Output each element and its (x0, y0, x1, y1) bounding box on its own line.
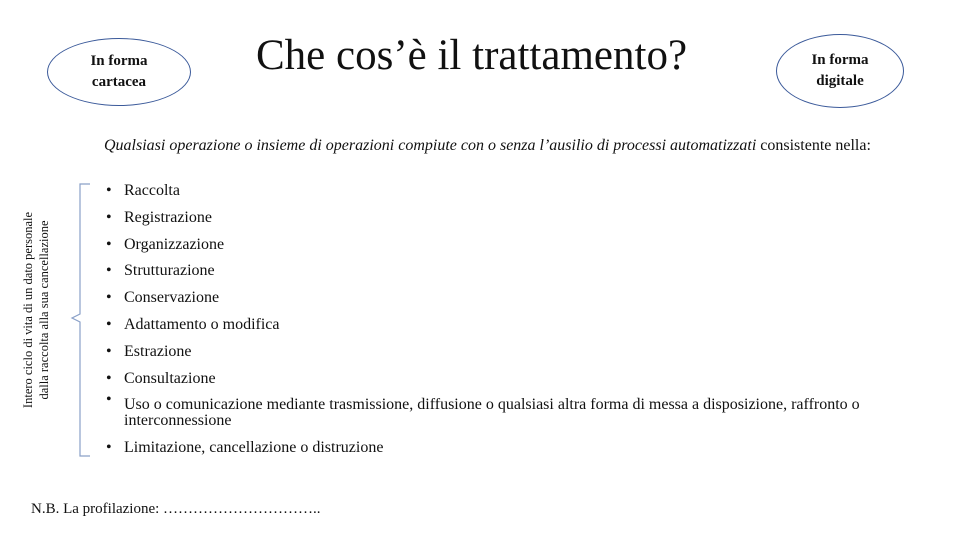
page-title: Che cos’è il trattamento? (256, 32, 688, 79)
list-item (104, 339, 916, 366)
paper-form-bubble (47, 38, 191, 106)
list-item (104, 392, 916, 434)
list-item (104, 312, 916, 339)
list-item-final (104, 435, 916, 461)
operations-list (104, 178, 916, 434)
list-item-label: Conservazione (124, 289, 220, 307)
bubble-right-line2: digitale (816, 73, 864, 89)
bullet-icon: • (106, 369, 112, 387)
bullet-icon: • (106, 182, 112, 199)
digital-form-bubble (776, 34, 904, 108)
bubble-right-line1: In forma (811, 52, 869, 68)
left-brace (62, 180, 92, 460)
list-item-label: Consultazione (124, 369, 216, 387)
definition-italic: Qualsiasi operazione o insieme di operazioni compiute con o senza l’ausilio di processi automatizzati (104, 137, 757, 154)
side-label (16, 170, 56, 450)
list-item-label: Strutturazione (124, 262, 215, 280)
list-item-label: Raccolta (124, 182, 180, 199)
definition-normal: consistente nella: (756, 137, 871, 154)
bullet-icon: • (106, 439, 112, 456)
list-item (104, 258, 916, 285)
definition-intro (104, 138, 916, 153)
profiling-note: N.B. La profilazione: ………………………….. (31, 501, 321, 517)
list-item (104, 285, 916, 312)
list-item (104, 205, 916, 232)
list-item (104, 178, 916, 205)
list-item (104, 232, 916, 259)
side-label-line2: dalla raccolta alla sua cancellazione (37, 220, 51, 400)
bullet-icon: • (106, 315, 112, 333)
bullet-icon: • (106, 235, 112, 253)
list-item-label: Estrazione (124, 342, 192, 360)
bullet-icon: • (106, 289, 112, 307)
side-label-line1: Intero ciclo di vita di un dato personale (21, 211, 35, 409)
bubble-left-line1: In forma (90, 53, 148, 69)
list-item (104, 366, 916, 393)
list-item-label: Registrazione (124, 208, 212, 226)
bubble-left-line2: cartacea (91, 74, 147, 90)
bullet-icon: • (106, 342, 112, 360)
list-item-label: Uso o comunicazione mediante trasmissione, diffusione o qualsiasi altra forma di messa a disposizione, raffronto o interconnessione (124, 396, 860, 430)
bullet-icon: • (106, 208, 112, 226)
bullet-icon: • (106, 262, 112, 280)
bullet-icon: • (106, 391, 112, 409)
list-item-label: Limitazione, cancellazione o distruzione (124, 439, 384, 456)
list-item-label: Organizzazione (124, 235, 225, 253)
list-item-label: Adattamento o modifica (124, 315, 280, 333)
